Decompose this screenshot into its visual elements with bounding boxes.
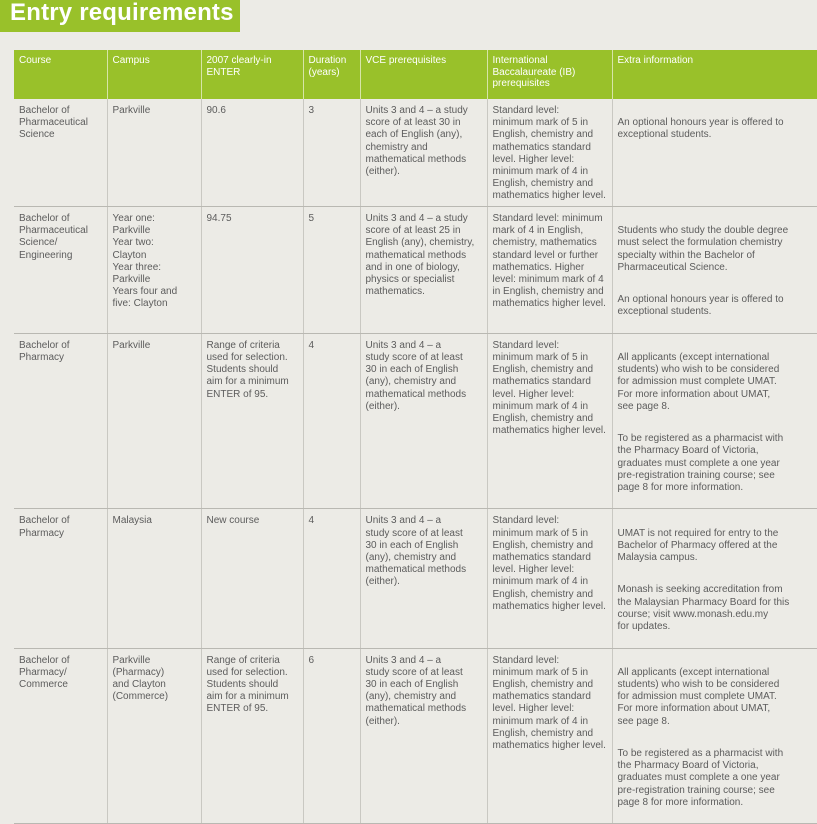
- cell-campus: Parkville: [107, 99, 201, 207]
- cell-enter: Range of criteria used for selection. Students should aim for a minimum ENTER of 95.: [201, 333, 303, 509]
- extra-paragraph: Students who study the double degree must select the formulation chemistry specialty within the Bachelor of Pharmaceutical Science.: [617, 225, 789, 273]
- cell-duration: 5: [303, 207, 360, 334]
- cell-extra: [612, 207, 817, 334]
- cell-extra: [612, 333, 817, 509]
- cell-course: Bachelor of Pharmacy: [14, 509, 107, 648]
- page-title: Entry requirements: [10, 0, 234, 26]
- cell-duration: 4: [303, 333, 360, 509]
- extra-paragraph: To be registered as a pharmacist with the Pharmacy Board of Victoria, graduates must complete a one year pre-registration training course; see page 8 for more information.: [617, 433, 784, 494]
- header-campus: Campus: [107, 50, 201, 99]
- cell-enter: 90.6: [201, 99, 303, 207]
- cell-enter: Range of criteria used for selection. Students should aim for a minimum ENTER of 95.: [201, 648, 303, 824]
- cell-course: Bachelor of Pharmacy/ Commerce: [14, 648, 107, 824]
- cell-vce: Units 3 and 4 – a study score of at least 30 in each of English (any), chemistry and mathematical methods (either).: [360, 648, 487, 824]
- table-row: [14, 333, 817, 509]
- extra-paragraph: UMAT is not required for entry to the Bachelor of Pharmacy offered at the Malaysia campus.: [617, 527, 779, 564]
- extra-paragraph: An optional honours year is offered to exceptional students.: [617, 294, 784, 318]
- table-row: [14, 648, 817, 824]
- extra-paragraph: Monash is seeking accreditation from the Malaysian Pharmacy Board for this course; visit www.monash.edu.my for updates.: [617, 584, 790, 633]
- cell-vce: Units 3 and 4 – a study score of at least 30 in each of English (any), chemistry and mathematical methods (either).: [360, 333, 487, 509]
- cell-ib: Standard level: minimum mark of 4 in English, chemistry, mathematics standard level or further mathematics. Higher level: minimum mark of 4 in English, chemistry and mathematics higher level.: [487, 207, 612, 334]
- extra-paragraph: All applicants (except international students) who wish to be considered for admission must complete UMAT. For more information about UMAT, see page 8.: [617, 666, 780, 727]
- table-header-row: [14, 50, 817, 99]
- cell-ib: Standard level: minimum mark of 5 in English, chemistry and mathematics standard level. Higher level: minimum mark of 4 in English, chemistry and mathematics higher level.: [487, 509, 612, 648]
- cell-vce: Units 3 and 4 – a study score of at least 30 in each of English (any), chemistry and mathematical methods (either).: [360, 509, 487, 648]
- cell-campus: Parkville: [107, 333, 201, 509]
- cell-campus: Malaysia: [107, 509, 201, 648]
- extra-paragraph: To be registered as a pharmacist with the Pharmacy Board of Victoria, graduates must complete a one year pre-registration training course; see page 8 for more information.: [617, 747, 784, 808]
- cell-ib: Standard level: minimum mark of 5 in English, chemistry and mathematics standard level. Higher level: minimum mark of 4 in English, chemistry and mathematics higher level.: [487, 333, 612, 509]
- entry-requirements-table: [14, 50, 817, 824]
- cell-extra: [612, 99, 817, 207]
- header-vce-prerequisites: VCE prerequisites: [360, 50, 487, 99]
- table-row: [14, 509, 817, 648]
- cell-campus: Year one: Parkville Year two: Clayton Year three: Parkville Years four and five: Clayton: [107, 207, 201, 334]
- cell-extra: [612, 509, 817, 648]
- cell-ib: Standard level: minimum mark of 5 in English, chemistry and mathematics standard level. Higher level: minimum mark of 4 in English, chemistry and mathematics higher level.: [487, 99, 612, 207]
- cell-course: Bachelor of Pharmaceutical Science: [14, 99, 107, 207]
- cell-campus: Parkville (Pharmacy) and Clayton (Commerce): [107, 648, 201, 824]
- cell-extra: [612, 648, 817, 824]
- cell-enter: New course: [201, 509, 303, 648]
- cell-vce: Units 3 and 4 – a study score of at least 25 in English (any), chemistry, mathematical methods and in one of biology, physics or specialist mathematics.: [360, 207, 487, 334]
- header-extra-information: Extra information: [612, 50, 817, 99]
- extra-paragraph: An optional honours year is offered to exceptional students.: [617, 117, 784, 141]
- cell-ib: Standard level: minimum mark of 5 in English, chemistry and mathematics standard level. Higher level: minimum mark of 4 in English, chemistry and mathematics higher level.: [487, 648, 612, 824]
- cell-course: Bachelor of Pharmacy: [14, 333, 107, 509]
- header-duration: Duration (years): [303, 50, 360, 99]
- cell-duration: 6: [303, 648, 360, 824]
- header-course: Course: [14, 50, 107, 99]
- cell-enter: 94.75: [201, 207, 303, 334]
- extra-paragraph: All applicants (except international students) who wish to be considered for admission must complete UMAT. For more information about UMAT, see page 8.: [617, 352, 780, 412]
- table-row: [14, 99, 817, 207]
- cell-duration: 3: [303, 99, 360, 207]
- header-ib-prerequisites: International Baccalaureate (IB) prerequisites: [487, 50, 612, 99]
- table-row: [14, 207, 817, 334]
- title-banner: [0, 0, 240, 32]
- cell-course: Bachelor of Pharmaceutical Science/ Engineering: [14, 207, 107, 334]
- cell-duration: 4: [303, 509, 360, 648]
- header-enter: 2007 clearly-in ENTER: [201, 50, 303, 99]
- cell-vce: Units 3 and 4 – a study score of at least 30 in each of English (any), chemistry and mathematical methods (either).: [360, 99, 487, 207]
